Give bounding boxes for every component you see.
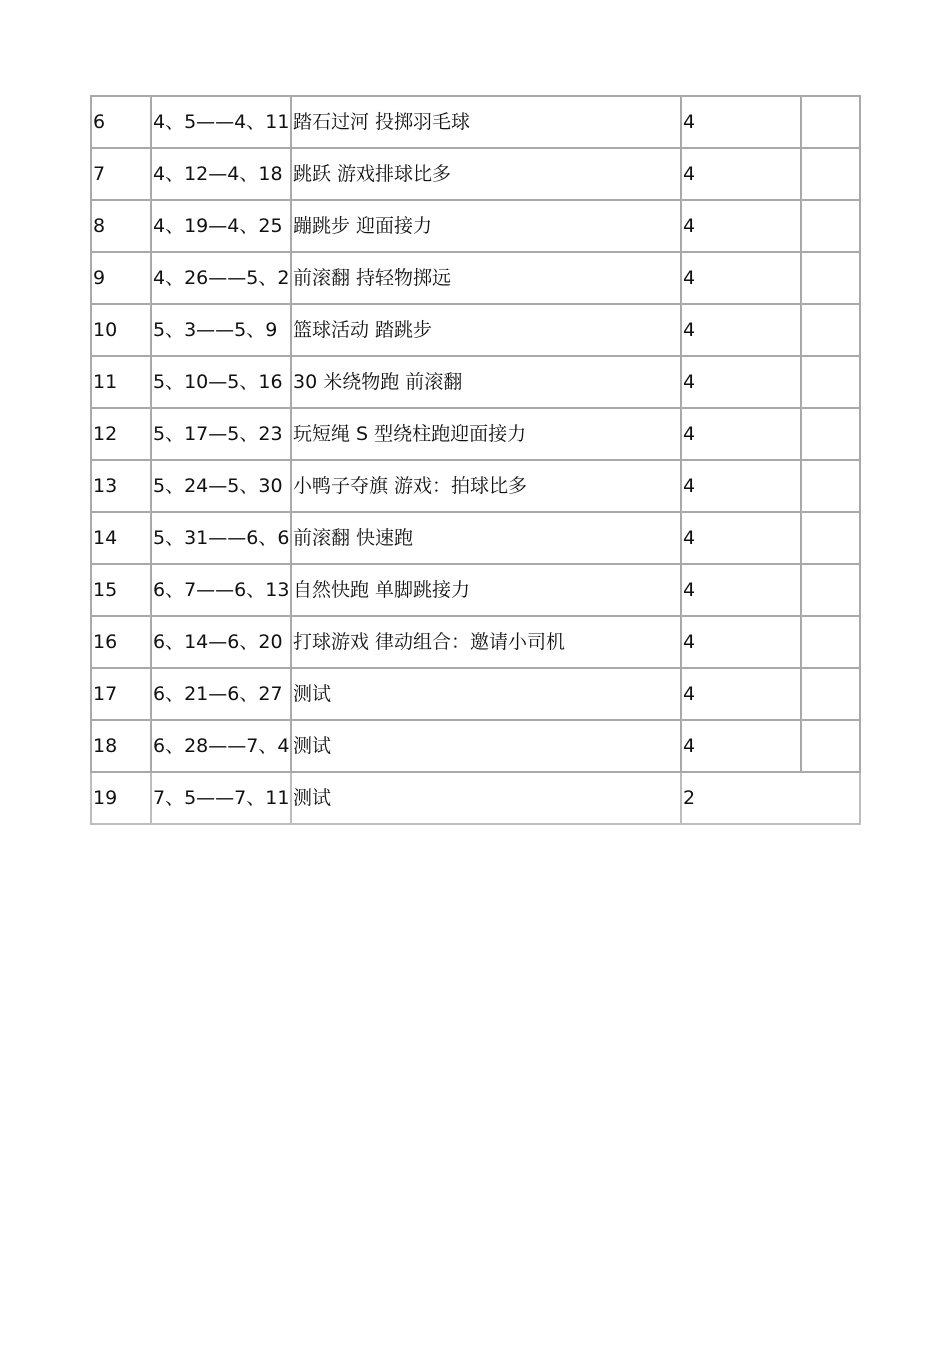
hours-cell: 4 (681, 408, 801, 460)
content-cell: 测试 (291, 668, 681, 720)
date-range-cell: 5、24—5、30 (151, 460, 291, 512)
note-cell (801, 720, 860, 772)
week-cell: 7 (91, 148, 151, 200)
content-cell: 自然快跑 单脚跳接力 (291, 564, 681, 616)
note-cell (801, 200, 860, 252)
date-range-cell: 6、21—6、27 (151, 668, 291, 720)
hours-cell: 4 (681, 148, 801, 200)
date-range-cell: 6、28——7、4 (151, 720, 291, 772)
hours-cell: 4 (681, 616, 801, 668)
hours-cell: 4 (681, 720, 801, 772)
hours-cell: 4 (681, 564, 801, 616)
date-range-cell: 4、19—4、25 (151, 200, 291, 252)
note-cell (801, 148, 860, 200)
date-range-cell: 5、17—5、23 (151, 408, 291, 460)
table-row (91, 356, 860, 408)
hours-cell: 4 (681, 460, 801, 512)
content-cell: 30 米绕物跑 前滚翻 (291, 356, 681, 408)
table-row (91, 772, 860, 824)
date-range-cell: 4、12—4、18 (151, 148, 291, 200)
table-row (91, 96, 860, 148)
content-cell: 跳跃 游戏排球比多 (291, 148, 681, 200)
table-row (91, 720, 860, 772)
week-cell: 17 (91, 668, 151, 720)
schedule-table (90, 95, 861, 825)
week-cell: 14 (91, 512, 151, 564)
week-cell: 18 (91, 720, 151, 772)
hours-cell: 2 (681, 772, 860, 824)
table-row (91, 564, 860, 616)
note-cell (801, 668, 860, 720)
date-range-cell: 6、14—6、20 (151, 616, 291, 668)
week-cell: 15 (91, 564, 151, 616)
content-cell: 测试 (291, 772, 681, 824)
content-cell: 篮球活动 踏跳步 (291, 304, 681, 356)
table-row (91, 460, 860, 512)
note-cell (801, 460, 860, 512)
note-cell (801, 616, 860, 668)
week-cell: 6 (91, 96, 151, 148)
hours-cell: 4 (681, 252, 801, 304)
note-cell (801, 304, 860, 356)
week-cell: 8 (91, 200, 151, 252)
week-cell: 16 (91, 616, 151, 668)
week-cell: 19 (91, 772, 151, 824)
note-cell (801, 512, 860, 564)
week-cell: 13 (91, 460, 151, 512)
hours-cell: 4 (681, 356, 801, 408)
week-cell: 10 (91, 304, 151, 356)
table-row (91, 668, 860, 720)
note-cell (801, 408, 860, 460)
date-range-cell: 5、10—5、16 (151, 356, 291, 408)
date-range-cell: 5、3——5、9 (151, 304, 291, 356)
date-range-cell: 4、5——4、11 (151, 96, 291, 148)
date-range-cell: 7、5——7、11 (151, 772, 291, 824)
table-row (91, 252, 860, 304)
content-cell: 前滚翻 快速跑 (291, 512, 681, 564)
note-cell (801, 96, 860, 148)
table-row (91, 408, 860, 460)
content-cell: 小鸭子夺旗 游戏：拍球比多 (291, 460, 681, 512)
note-cell (801, 252, 860, 304)
table-row (91, 148, 860, 200)
table-row (91, 304, 860, 356)
date-range-cell: 6、7——6、13 (151, 564, 291, 616)
table-row (91, 200, 860, 252)
content-cell: 前滚翻 持轻物掷远 (291, 252, 681, 304)
content-cell: 踏石过河 投掷羽毛球 (291, 96, 681, 148)
note-cell (801, 564, 860, 616)
content-cell: 玩短绳 S 型绕柱跑迎面接力 (291, 408, 681, 460)
content-cell: 打球游戏 律动组合：邀请小司机 (291, 616, 681, 668)
hours-cell: 4 (681, 200, 801, 252)
hours-cell: 4 (681, 304, 801, 356)
hours-cell: 4 (681, 668, 801, 720)
note-cell (801, 356, 860, 408)
content-cell: 测试 (291, 720, 681, 772)
week-cell: 11 (91, 356, 151, 408)
week-cell: 9 (91, 252, 151, 304)
table-row (91, 616, 860, 668)
table-row (91, 512, 860, 564)
date-range-cell: 4、26——5、2 (151, 252, 291, 304)
hours-cell: 4 (681, 96, 801, 148)
content-cell: 蹦跳步 迎面接力 (291, 200, 681, 252)
week-cell: 12 (91, 408, 151, 460)
hours-cell: 4 (681, 512, 801, 564)
date-range-cell: 5、31——6、6 (151, 512, 291, 564)
